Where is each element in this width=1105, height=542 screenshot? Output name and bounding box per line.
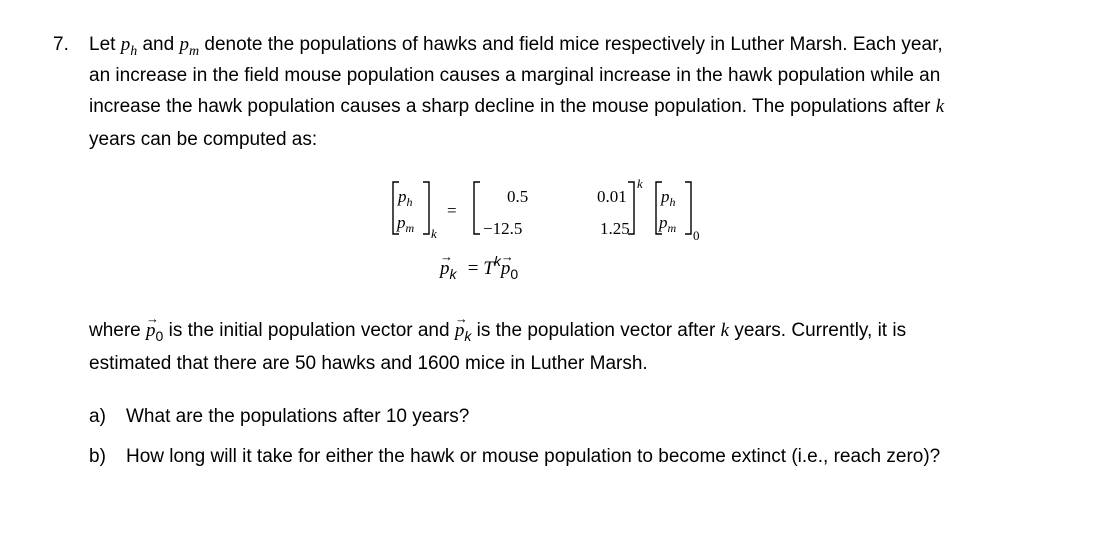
question-b [89,446,106,468]
paragraph-line-1 [89,320,906,342]
equals: = [467,258,484,279]
paragraph-line-2: estimated that there are 50 hawks and 1600 mice in Luther Marsh. [89,353,648,374]
sub-m: m [188,44,200,59]
matrix-a11: 0.5 [507,187,529,206]
question-a-text: What are the populations after 10 years? [126,406,470,427]
var-k: k [935,96,945,117]
var-p-m [179,34,200,59]
lhs-ph: $p_h$ [398,187,413,209]
end-text: years. Currently, it is [729,320,907,341]
line1-let: Let [89,34,121,55]
right-bracket-close [685,182,691,234]
mid2-text: is the population vector after [471,320,721,341]
sub-h: h [130,44,138,59]
problem-line-1 [89,34,943,58]
vec-p-k [440,258,450,280]
lhs-pm: $p_m$ [397,213,415,235]
where-text: where [89,320,147,341]
question-b-label: b) [89,446,106,467]
rhs-ph: $p_h$ [661,187,676,209]
vec-p-0 [146,320,156,342]
mid-text: is the initial population vector and [163,320,455,341]
vec-p-0 [501,258,511,280]
matrix-a12: 0.01 [597,187,627,206]
matrix-bracket-open [474,182,480,234]
matrix-power-k: k [637,176,643,191]
var-k: k [720,320,730,341]
equals-sign: = [447,201,457,220]
sub-k: k [464,328,472,344]
question-a [89,406,106,428]
question-b-text: How long will it take for either the hawk or mouse population to become extinct (i.e., reach zero)? [126,446,941,467]
problem-line-2: an increase in the field mouse population causes a marginal increase in the hawk population while an [89,65,941,86]
sub-0: 0 [510,266,519,282]
matrix-equation [385,172,745,244]
p-letter: p [146,320,156,341]
power-k: k [493,253,501,269]
sub-k: k [449,266,457,282]
p-letter: p [179,34,189,55]
line1-rest: denote the populations of hawks and field mice respectively in Luther Marsh. Each year, [199,34,943,55]
T-letter: T [483,258,494,279]
question-a-label: a) [89,406,106,427]
vector-equation [440,253,519,282]
rhs-pm: $p_m$ [659,213,677,235]
problem-number: 7. [53,34,69,55]
p-letter: p [500,258,511,279]
problem-line-4: years can be computed as: [89,129,318,150]
sub-0: 0 [155,328,164,344]
vec-p-k [455,320,465,342]
p-letter: p [440,258,450,279]
p-letter: p [120,34,131,55]
p-letter: p [454,320,465,341]
rhs-sub-0: 0 [693,228,700,243]
var-p-h [120,34,138,59]
line3-text: increase the hawk population causes a sharp decline in the mouse population. The populations after [89,96,936,117]
matrix-a22: 1.25 [600,219,630,238]
left-bracket-close [423,182,429,234]
line1-and: and [137,34,180,55]
lhs-sub-k: k [431,226,437,241]
matrix-a21: −12.5 [483,219,523,238]
problem-line-3 [89,96,944,118]
